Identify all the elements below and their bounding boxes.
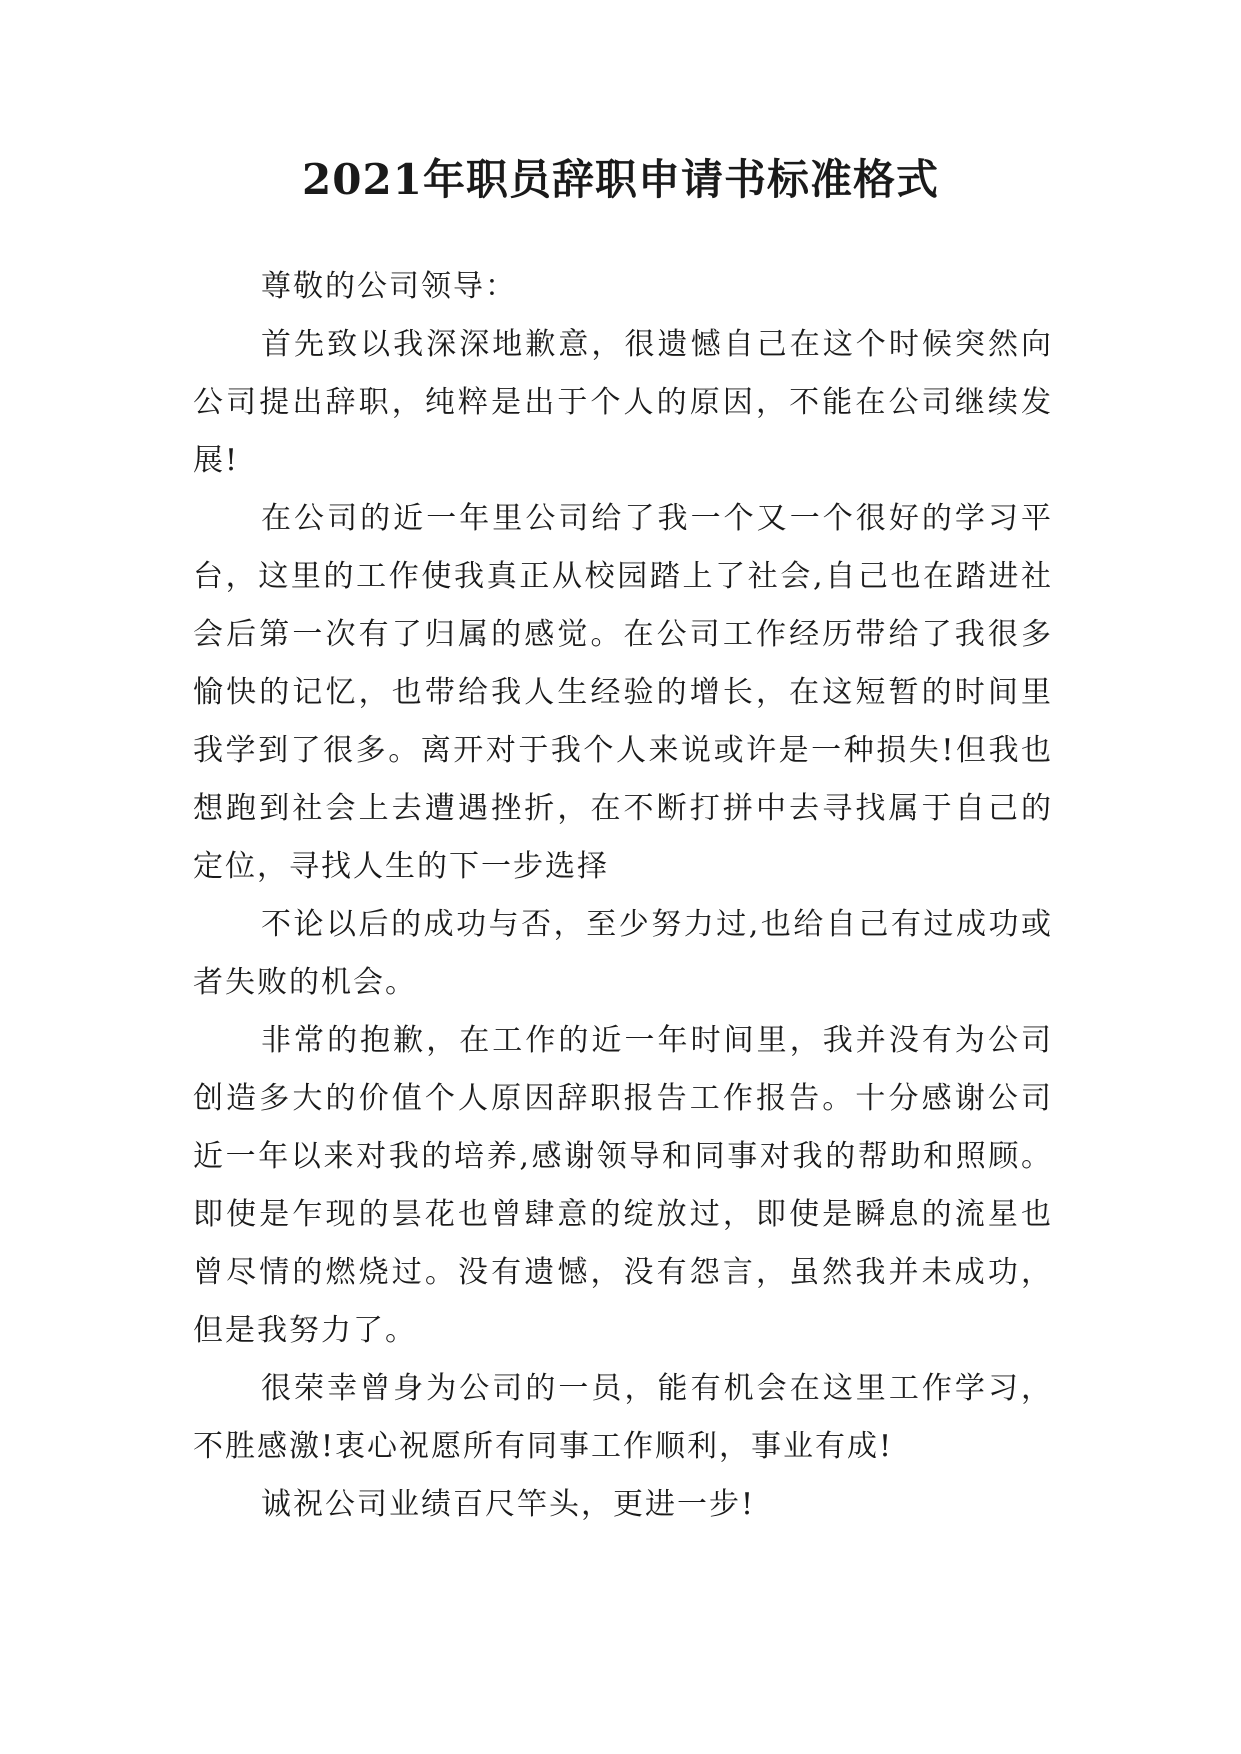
document-title: 2021年职员辞职申请书标准格式: [302, 155, 939, 204]
paragraph-effort: 不论以后的成功与否，至少努力过,也给自己有过成功或者失败的机会。: [193, 907, 1053, 1000]
paragraph-honor: 很荣幸曾身为公司的一员，能有机会在这里工作学习，不胜感激!衷心祝愿所有同事工作顺利，事业有成!: [193, 1371, 1053, 1464]
paragraph-closing: 诚祝公司业绩百尺竿头，更进一步!: [261, 1487, 756, 1522]
paragraph-experience: 在公司的近一年里公司给了我一个又一个很好的学习平台，这里的工作使我真正从校园踏上了社会,自己也在踏进社会后第一次有了归属的感觉。在公司工作经历带给了我很多愉快的记忆，也带给我人生经验的增长，在这短暂的时间里我学到了很多。离开对于我个人来说或许是一种损失!但我也想跑到社会上去遭遇挫折，在不断打拼中去寻找属于自己的定位，寻找人生的下一步选择: [193, 501, 1053, 884]
paragraph-apology: 首先致以我深深地歉意，很遗憾自己在这个时候突然向公司提出辞职，纯粹是出于个人的原因，不能在公司继续发展!: [193, 327, 1053, 478]
document-body: [193, 258, 1053, 1534]
salutation: 尊敬的公司领导：: [261, 269, 517, 304]
paragraph-thanks: 非常的抱歉，在工作的近一年时间里，我并没有为公司创造多大的价值个人原因辞职报告工作报告。十分感谢公司近一年以来对我的培养,感谢领导和同事对我的帮助和照顾。即使是乍现的昙花也曾肆意的绽放过，即使是瞬息的流星也曾尽情的燃烧过。没有遗憾，没有怨言，虽然我并未成功，但是我努力了。: [193, 1023, 1053, 1348]
